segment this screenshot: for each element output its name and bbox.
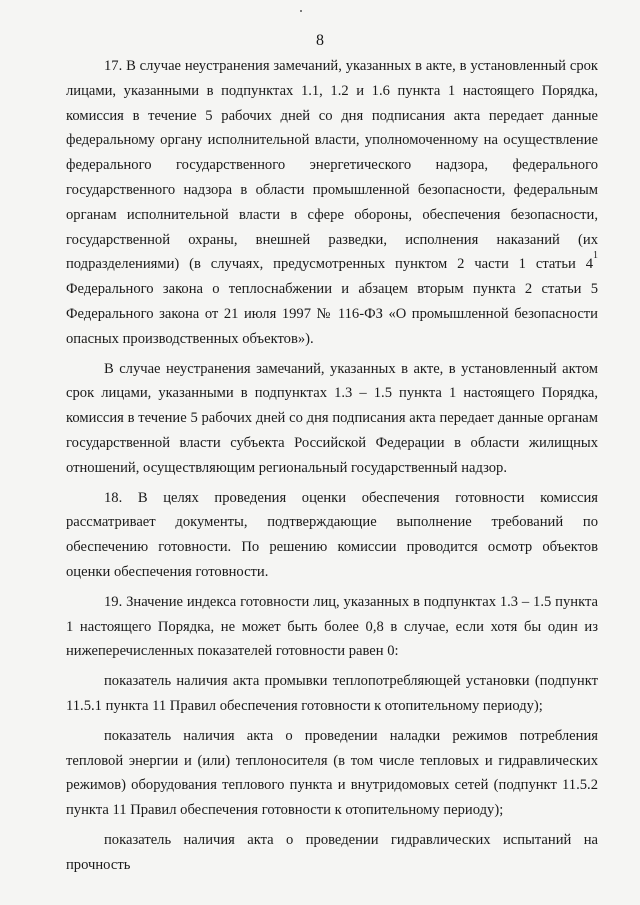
list-item-adjustment-act: показатель наличия акта о проведении наладки режимов потребления тепловой энергии и (или) теплоносителя (в том числе тепловых и гидравлических режимов) оборудования теплового пункта и внутридомовых сетей (подпункт 11.5.2 пункта 11 Правил обеспечения готовности к отопительному периоду); bbox=[66, 727, 598, 819]
document-body bbox=[66, 54, 598, 883]
list-item-flushing-act: показатель наличия акта промывки теплопотребляющей установки (подпункт 11.5.1 пункта 11 Правил обеспечения готовности к отопительному периоду); bbox=[66, 673, 598, 714]
page-number: 8 bbox=[316, 32, 324, 49]
superscript-article-number: 1 bbox=[593, 250, 598, 262]
paragraph-17-text-continued: Федерального закона о теплоснабжении и абзацем вторым пункта 2 статьи 5 Федерального закона от 21 июля 1997 № 116-ФЗ «О промышленной безопасности опасных производственных объектов»). bbox=[66, 281, 598, 347]
list-item-hydraulic-tests-act: показатель наличия акта о проведении гидравлических испытаний на прочность bbox=[66, 831, 598, 873]
paragraph-17-text: 17. В случае неустранения замечаний, указанных в акте, в установленный срок лицами, указанными в подпунктах 1.1, 1.2 и 1.6 пункта 1 настоящего Порядка, комиссия в течение 5 рабочих дней со дня подписания акта передает данные федеральному органу исполнительной власти, уполномоченному на осуществление федерального государственного энергетического надзора, федерального государственного надзора в области промышленной безопасности, федеральным органам исполнительной власти в сфере обороны, обеспечения безопасности, государственной охраны, внешней разведки, исполнения наказаний (их подразделениями) (в случаях, предусмотренных пунктом 2 части 1 статьи 4 bbox=[66, 58, 598, 273]
paragraph-17 bbox=[66, 54, 598, 352]
paragraph-19: 19. Значение индекса готовности лиц, указанных в подпунктах 1.3 – 1.5 пункта 1 настоящего Порядка, не может быть более 0,8 в случае, если хотя бы один из нижеперечисленных показателей готовности равен 0: bbox=[66, 593, 598, 660]
paragraph-17-second: В случае неустранения замечаний, указанных в акте, в установленный актом срок лицами, указанными в подпунктах 1.3 – 1.5 пункта 1 настоящего Порядка, комиссия в течение 5 рабочих дней со дня подписания акта передает данные органам государственной власти субъекта Российской Федерации в области жилищных отношений, осуществляющим региональный государственный надзор. bbox=[66, 360, 598, 476]
paragraph-18: 18. В целях проведения оценки обеспечения готовности комиссия рассматривает документы, подтверждающие выполнение требований по обеспечению готовности. По решению комиссии проводится осмотр объектов оценки обеспечения готовности. bbox=[66, 489, 598, 580]
scan-mark bbox=[300, 10, 302, 12]
